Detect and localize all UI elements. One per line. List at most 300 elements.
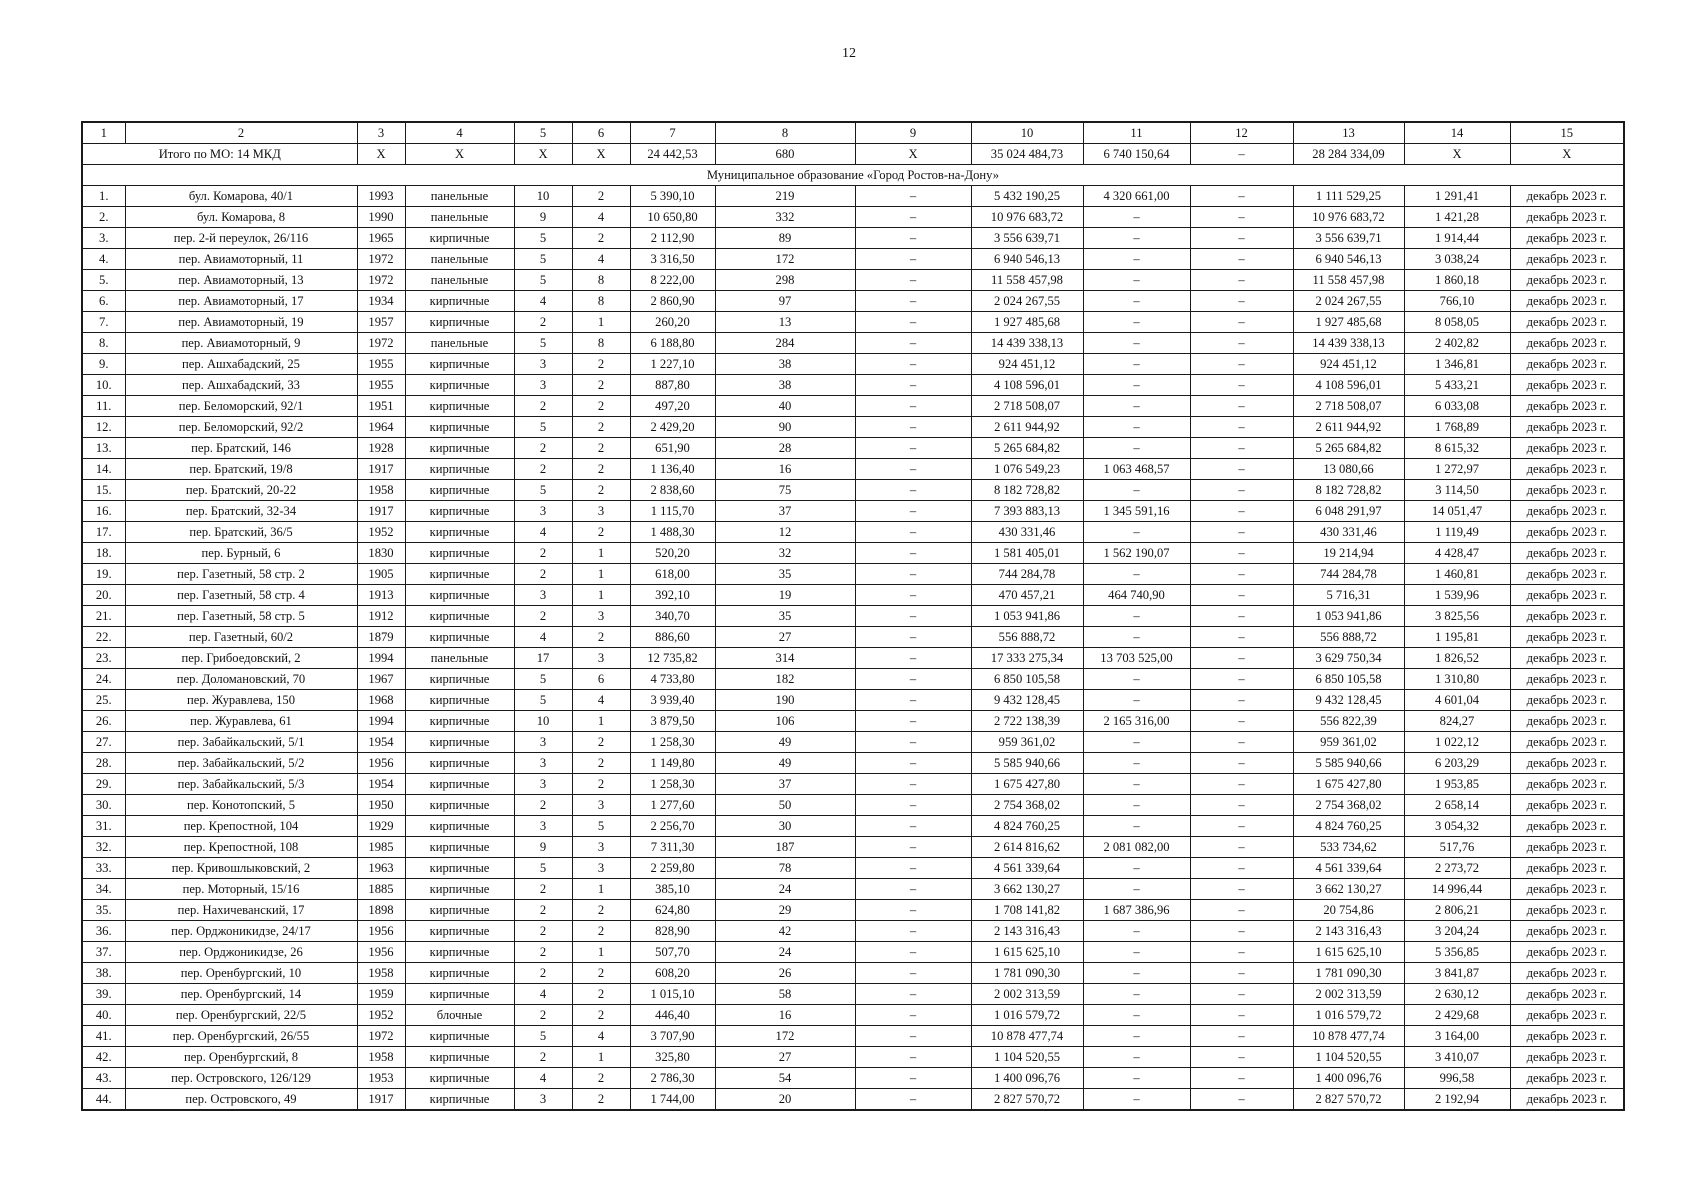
total-cost: 2 611 944,92 <box>971 417 1083 438</box>
table-row <box>82 900 1624 921</box>
total-cost: 2 143 316,43 <box>971 921 1083 942</box>
col-13-value: 20 754,86 <box>1293 900 1404 921</box>
area: 325,80 <box>630 1047 715 1068</box>
col-11-value: – <box>1083 1026 1190 1047</box>
year-built: 1985 <box>357 837 405 858</box>
floors: 5 <box>514 333 572 354</box>
col-12-value: – <box>1190 879 1293 900</box>
deadline: декабрь 2023 г. <box>1510 606 1624 627</box>
col-9-value: – <box>855 459 971 480</box>
table-row <box>82 879 1624 900</box>
area: 2 259,80 <box>630 858 715 879</box>
total-cost: 14 439 338,13 <box>971 333 1083 354</box>
address: пер. Забайкальский, 5/3 <box>125 774 357 795</box>
entrances: 3 <box>572 606 630 627</box>
col-13-value: 14 439 338,13 <box>1293 333 1404 354</box>
year-built: 1972 <box>357 270 405 291</box>
col-11-value: – <box>1083 690 1190 711</box>
wall-material: кирпичные <box>405 1089 514 1111</box>
col-11-value: – <box>1083 1047 1190 1068</box>
table-row <box>82 753 1624 774</box>
col-9-value: – <box>855 648 971 669</box>
row-number: 1. <box>82 186 125 207</box>
table-row <box>82 606 1624 627</box>
deadline: декабрь 2023 г. <box>1510 207 1624 228</box>
wall-material: кирпичные <box>405 879 514 900</box>
row-number: 22. <box>82 627 125 648</box>
col-11-value: – <box>1083 270 1190 291</box>
row-number: 14. <box>82 459 125 480</box>
area: 446,40 <box>630 1005 715 1026</box>
total-cost: 1 781 090,30 <box>971 963 1083 984</box>
table-row <box>82 816 1624 837</box>
wall-material: кирпичные <box>405 459 514 480</box>
col-9-value: – <box>855 270 971 291</box>
address: пер. Моторный, 15/16 <box>125 879 357 900</box>
cost-per-m2: 1 022,12 <box>1404 732 1510 753</box>
floors: 3 <box>514 354 572 375</box>
floors: 2 <box>514 564 572 585</box>
col-11-value: – <box>1083 249 1190 270</box>
table-row <box>82 732 1624 753</box>
col-11-value: – <box>1083 606 1190 627</box>
wall-material: кирпичные <box>405 774 514 795</box>
col-11-value: – <box>1083 207 1190 228</box>
column-number: 12 <box>1190 122 1293 144</box>
year-built: 1958 <box>357 480 405 501</box>
row-number: 41. <box>82 1026 125 1047</box>
address: пер. Оренбургский, 10 <box>125 963 357 984</box>
col-13-value: 1 053 941,86 <box>1293 606 1404 627</box>
table-row <box>82 1005 1624 1026</box>
area: 6 188,80 <box>630 333 715 354</box>
wall-material: кирпичные <box>405 669 514 690</box>
row-number: 4. <box>82 249 125 270</box>
address: пер. Оренбургский, 26/55 <box>125 1026 357 1047</box>
floors: 4 <box>514 291 572 312</box>
cost-per-m2: 2 429,68 <box>1404 1005 1510 1026</box>
address: пер. Беломорский, 92/1 <box>125 396 357 417</box>
residents: 16 <box>715 1005 855 1026</box>
floors: 4 <box>514 522 572 543</box>
row-number: 10. <box>82 375 125 396</box>
col-12-value: – <box>1190 207 1293 228</box>
address: пер. Крепостной, 108 <box>125 837 357 858</box>
address: пер. Островского, 126/129 <box>125 1068 357 1089</box>
cost-per-m2: 3 410,07 <box>1404 1047 1510 1068</box>
col-13-value: 5 585 940,66 <box>1293 753 1404 774</box>
col-13-value: 2 024 267,55 <box>1293 291 1404 312</box>
table-row <box>82 1047 1624 1068</box>
wall-material: кирпичные <box>405 837 514 858</box>
col-9-value: – <box>855 333 971 354</box>
col-9-value: – <box>855 858 971 879</box>
table-row <box>82 858 1624 879</box>
wall-material: кирпичные <box>405 963 514 984</box>
entrances: 1 <box>572 879 630 900</box>
row-number: 27. <box>82 732 125 753</box>
col-13-value: 1 016 579,72 <box>1293 1005 1404 1026</box>
wall-material: кирпичные <box>405 354 514 375</box>
col-13-value: 4 561 339,64 <box>1293 858 1404 879</box>
row-number: 33. <box>82 858 125 879</box>
residents: 58 <box>715 984 855 1005</box>
cost-per-m2: 3 204,24 <box>1404 921 1510 942</box>
area: 1 015,10 <box>630 984 715 1005</box>
table-row <box>82 648 1624 669</box>
col-9-value: – <box>855 921 971 942</box>
deadline: декабрь 2023 г. <box>1510 858 1624 879</box>
col-12-value: – <box>1190 564 1293 585</box>
total-cost: 3 662 130,27 <box>971 879 1083 900</box>
col-11-value: – <box>1083 627 1190 648</box>
floors: 4 <box>514 984 572 1005</box>
table-row <box>82 1089 1624 1111</box>
col-13-value: 9 432 128,45 <box>1293 690 1404 711</box>
col-12-value: – <box>1190 711 1293 732</box>
col-11-value: 2 165 316,00 <box>1083 711 1190 732</box>
residents: 172 <box>715 1026 855 1047</box>
deadline: декабрь 2023 г. <box>1510 879 1624 900</box>
residents: 30 <box>715 816 855 837</box>
year-built: 1953 <box>357 1068 405 1089</box>
col-13-value: 1 111 529,25 <box>1293 186 1404 207</box>
residents: 284 <box>715 333 855 354</box>
col-11-value: – <box>1083 291 1190 312</box>
address: пер. Авиамоторный, 11 <box>125 249 357 270</box>
col-9-value: – <box>855 1026 971 1047</box>
entrances: 2 <box>572 396 630 417</box>
column-number: 4 <box>405 122 514 144</box>
floors: 2 <box>514 543 572 564</box>
row-number: 44. <box>82 1089 125 1111</box>
deadline: декабрь 2023 г. <box>1510 795 1624 816</box>
year-built: 1957 <box>357 312 405 333</box>
col-13-value: 8 182 728,82 <box>1293 480 1404 501</box>
address: пер. Орджоникидзе, 24/17 <box>125 921 357 942</box>
row-number: 5. <box>82 270 125 291</box>
cost-per-m2: 996,58 <box>1404 1068 1510 1089</box>
residents: 29 <box>715 900 855 921</box>
year-built: 1885 <box>357 879 405 900</box>
address: пер. Забайкальский, 5/2 <box>125 753 357 774</box>
total-cost: 8 182 728,82 <box>971 480 1083 501</box>
col-13-value: 556 822,39 <box>1293 711 1404 732</box>
residents: 37 <box>715 501 855 522</box>
year-built: 1967 <box>357 669 405 690</box>
col-13-value: 1 400 096,76 <box>1293 1068 1404 1089</box>
area: 3 939,40 <box>630 690 715 711</box>
area: 1 258,30 <box>630 774 715 795</box>
deadline: декабрь 2023 г. <box>1510 480 1624 501</box>
total-cost: 7 393 883,13 <box>971 501 1083 522</box>
table-row <box>82 543 1624 564</box>
wall-material: кирпичные <box>405 1047 514 1068</box>
wall-material: кирпичные <box>405 312 514 333</box>
row-number: 36. <box>82 921 125 942</box>
total-cost: 924 451,12 <box>971 354 1083 375</box>
entrances: 2 <box>572 1089 630 1111</box>
col-11-value: – <box>1083 795 1190 816</box>
address: пер. Грибоедовский, 2 <box>125 648 357 669</box>
address: пер. Ашхабадский, 25 <box>125 354 357 375</box>
col-9-value: – <box>855 249 971 270</box>
deadline: декабрь 2023 г. <box>1510 1026 1624 1047</box>
deadline: декабрь 2023 г. <box>1510 732 1624 753</box>
year-built: 1929 <box>357 816 405 837</box>
entrances: 1 <box>572 543 630 564</box>
floors: 2 <box>514 438 572 459</box>
cost-per-m2: 2 402,82 <box>1404 333 1510 354</box>
col-11-value: 1 063 468,57 <box>1083 459 1190 480</box>
col-13-value: 2 611 944,92 <box>1293 417 1404 438</box>
col-12-value: – <box>1190 1026 1293 1047</box>
area: 608,20 <box>630 963 715 984</box>
total-cost: 2 002 313,59 <box>971 984 1083 1005</box>
floors: 2 <box>514 879 572 900</box>
entrances: 1 <box>572 312 630 333</box>
total-cost: 1 053 941,86 <box>971 606 1083 627</box>
entrances: 3 <box>572 837 630 858</box>
cost-per-m2: 824,27 <box>1404 711 1510 732</box>
wall-material: кирпичные <box>405 1068 514 1089</box>
wall-material: кирпичные <box>405 606 514 627</box>
year-built: 1955 <box>357 354 405 375</box>
col-12-value: – <box>1190 816 1293 837</box>
table-row <box>82 270 1624 291</box>
col-12-value: – <box>1190 858 1293 879</box>
floors: 5 <box>514 228 572 249</box>
col-12-value: – <box>1190 228 1293 249</box>
col-13-value: 10 878 477,74 <box>1293 1026 1404 1047</box>
deadline: декабрь 2023 г. <box>1510 711 1624 732</box>
wall-material: кирпичные <box>405 543 514 564</box>
col-9-value: – <box>855 207 971 228</box>
entrances: 2 <box>572 438 630 459</box>
year-built: 1964 <box>357 417 405 438</box>
table-row <box>82 774 1624 795</box>
total-cost: 744 284,78 <box>971 564 1083 585</box>
col-12-value: – <box>1190 585 1293 606</box>
area: 2 838,60 <box>630 480 715 501</box>
column-number: 8 <box>715 122 855 144</box>
floors: 5 <box>514 480 572 501</box>
row-number: 17. <box>82 522 125 543</box>
total-cost: 1 104 520,55 <box>971 1047 1083 1068</box>
col-13-value: 3 629 750,34 <box>1293 648 1404 669</box>
col-12-value: – <box>1190 837 1293 858</box>
year-built: 1968 <box>357 690 405 711</box>
total-cell: 35 024 484,73 <box>971 144 1083 165</box>
col-12-value: – <box>1190 249 1293 270</box>
col-9-value: – <box>855 291 971 312</box>
col-12-value: – <box>1190 186 1293 207</box>
table-row <box>82 921 1624 942</box>
total-cell: Х <box>357 144 405 165</box>
address: пер. Оренбургский, 14 <box>125 984 357 1005</box>
address: бул. Комарова, 40/1 <box>125 186 357 207</box>
year-built: 1928 <box>357 438 405 459</box>
total-cost: 5 265 684,82 <box>971 438 1083 459</box>
deadline: декабрь 2023 г. <box>1510 1068 1624 1089</box>
col-9-value: – <box>855 627 971 648</box>
area: 651,90 <box>630 438 715 459</box>
year-built: 1990 <box>357 207 405 228</box>
area: 12 735,82 <box>630 648 715 669</box>
total-cell: Х <box>1404 144 1510 165</box>
area: 7 311,30 <box>630 837 715 858</box>
deadline: декабрь 2023 г. <box>1510 1047 1624 1068</box>
wall-material: кирпичные <box>405 711 514 732</box>
address: пер. Орджоникидзе, 26 <box>125 942 357 963</box>
year-built: 1951 <box>357 396 405 417</box>
col-13-value: 1 927 485,68 <box>1293 312 1404 333</box>
deadline: декабрь 2023 г. <box>1510 774 1624 795</box>
area: 392,10 <box>630 585 715 606</box>
address: пер. Оренбургский, 22/5 <box>125 1005 357 1026</box>
deadline: декабрь 2023 г. <box>1510 1089 1624 1111</box>
address: пер. Братский, 146 <box>125 438 357 459</box>
address: пер. Доломановский, 70 <box>125 669 357 690</box>
col-13-value: 5 265 684,82 <box>1293 438 1404 459</box>
total-cost: 6 850 105,58 <box>971 669 1083 690</box>
cost-per-m2: 3 054,32 <box>1404 816 1510 837</box>
year-built: 1954 <box>357 774 405 795</box>
row-number: 9. <box>82 354 125 375</box>
cost-per-m2: 1 953,85 <box>1404 774 1510 795</box>
entrances: 2 <box>572 963 630 984</box>
col-12-value: – <box>1190 984 1293 1005</box>
deadline: декабрь 2023 г. <box>1510 228 1624 249</box>
col-11-value: 1 562 190,07 <box>1083 543 1190 564</box>
total-cost: 2 754 368,02 <box>971 795 1083 816</box>
col-11-value: – <box>1083 438 1190 459</box>
address: пер. Братский, 36/5 <box>125 522 357 543</box>
floors: 3 <box>514 375 572 396</box>
entrances: 2 <box>572 921 630 942</box>
address: пер. Бурный, 6 <box>125 543 357 564</box>
wall-material: кирпичные <box>405 858 514 879</box>
cost-per-m2: 1 860,18 <box>1404 270 1510 291</box>
residents: 190 <box>715 690 855 711</box>
entrances: 2 <box>572 228 630 249</box>
address: пер. Авиамоторный, 9 <box>125 333 357 354</box>
entrances: 1 <box>572 1047 630 1068</box>
col-13-value: 3 662 130,27 <box>1293 879 1404 900</box>
deadline: декабрь 2023 г. <box>1510 648 1624 669</box>
row-number: 29. <box>82 774 125 795</box>
col-9-value: – <box>855 501 971 522</box>
floors: 2 <box>514 312 572 333</box>
column-number: 11 <box>1083 122 1190 144</box>
row-number: 31. <box>82 816 125 837</box>
wall-material: кирпичные <box>405 795 514 816</box>
col-12-value: – <box>1190 396 1293 417</box>
col-11-value: – <box>1083 669 1190 690</box>
table-row <box>82 564 1624 585</box>
area: 618,00 <box>630 564 715 585</box>
residents: 187 <box>715 837 855 858</box>
col-13-value: 1 675 427,80 <box>1293 774 1404 795</box>
row-number: 37. <box>82 942 125 963</box>
year-built: 1956 <box>357 921 405 942</box>
floors: 2 <box>514 459 572 480</box>
area: 497,20 <box>630 396 715 417</box>
total-cell: Х <box>855 144 971 165</box>
col-13-value: 2 827 570,72 <box>1293 1089 1404 1111</box>
residents: 38 <box>715 354 855 375</box>
residents: 37 <box>715 774 855 795</box>
col-12-value: – <box>1190 312 1293 333</box>
residents: 314 <box>715 648 855 669</box>
col-11-value: 1 345 591,16 <box>1083 501 1190 522</box>
total-cell: 680 <box>715 144 855 165</box>
year-built: 1917 <box>357 459 405 480</box>
table-row <box>82 795 1624 816</box>
cost-per-m2: 1 914,44 <box>1404 228 1510 249</box>
wall-material: кирпичные <box>405 438 514 459</box>
col-12-value: – <box>1190 1089 1293 1111</box>
col-13-value: 2 754 368,02 <box>1293 795 1404 816</box>
column-number-row <box>82 122 1624 144</box>
residents: 19 <box>715 585 855 606</box>
floors: 3 <box>514 816 572 837</box>
address: пер. Газетный, 58 стр. 4 <box>125 585 357 606</box>
col-12-value: – <box>1190 921 1293 942</box>
row-number: 7. <box>82 312 125 333</box>
col-11-value: – <box>1083 396 1190 417</box>
address: пер. Газетный, 60/2 <box>125 627 357 648</box>
entrances: 1 <box>572 942 630 963</box>
floors: 2 <box>514 1047 572 1068</box>
col-12-value: – <box>1190 543 1293 564</box>
wall-material: кирпичные <box>405 900 514 921</box>
total-cost: 6 940 546,13 <box>971 249 1083 270</box>
col-9-value: – <box>855 963 971 984</box>
cost-per-m2: 8 615,32 <box>1404 438 1510 459</box>
col-9-value: – <box>855 984 971 1005</box>
deadline: декабрь 2023 г. <box>1510 669 1624 690</box>
total-cost: 10 976 683,72 <box>971 207 1083 228</box>
col-11-value: – <box>1083 312 1190 333</box>
deadline: декабрь 2023 г. <box>1510 354 1624 375</box>
address: пер. Кривошлыковский, 2 <box>125 858 357 879</box>
col-11-value: – <box>1083 879 1190 900</box>
col-9-value: – <box>855 1005 971 1026</box>
table-row <box>82 354 1624 375</box>
col-11-value: – <box>1083 564 1190 585</box>
column-number: 2 <box>125 122 357 144</box>
area: 887,80 <box>630 375 715 396</box>
floors: 3 <box>514 753 572 774</box>
entrances: 1 <box>572 564 630 585</box>
area: 1 258,30 <box>630 732 715 753</box>
row-number: 35. <box>82 900 125 921</box>
deadline: декабрь 2023 г. <box>1510 690 1624 711</box>
wall-material: кирпичные <box>405 396 514 417</box>
address: пер. Авиамоторный, 17 <box>125 291 357 312</box>
wall-material: кирпичные <box>405 753 514 774</box>
entrances: 4 <box>572 690 630 711</box>
wall-material: панельные <box>405 207 514 228</box>
address: пер. Авиамоторный, 13 <box>125 270 357 291</box>
address: пер. Ашхабадский, 33 <box>125 375 357 396</box>
row-number: 28. <box>82 753 125 774</box>
cost-per-m2: 6 033,08 <box>1404 396 1510 417</box>
floors: 10 <box>514 711 572 732</box>
col-13-value: 430 331,46 <box>1293 522 1404 543</box>
area: 3 879,50 <box>630 711 715 732</box>
